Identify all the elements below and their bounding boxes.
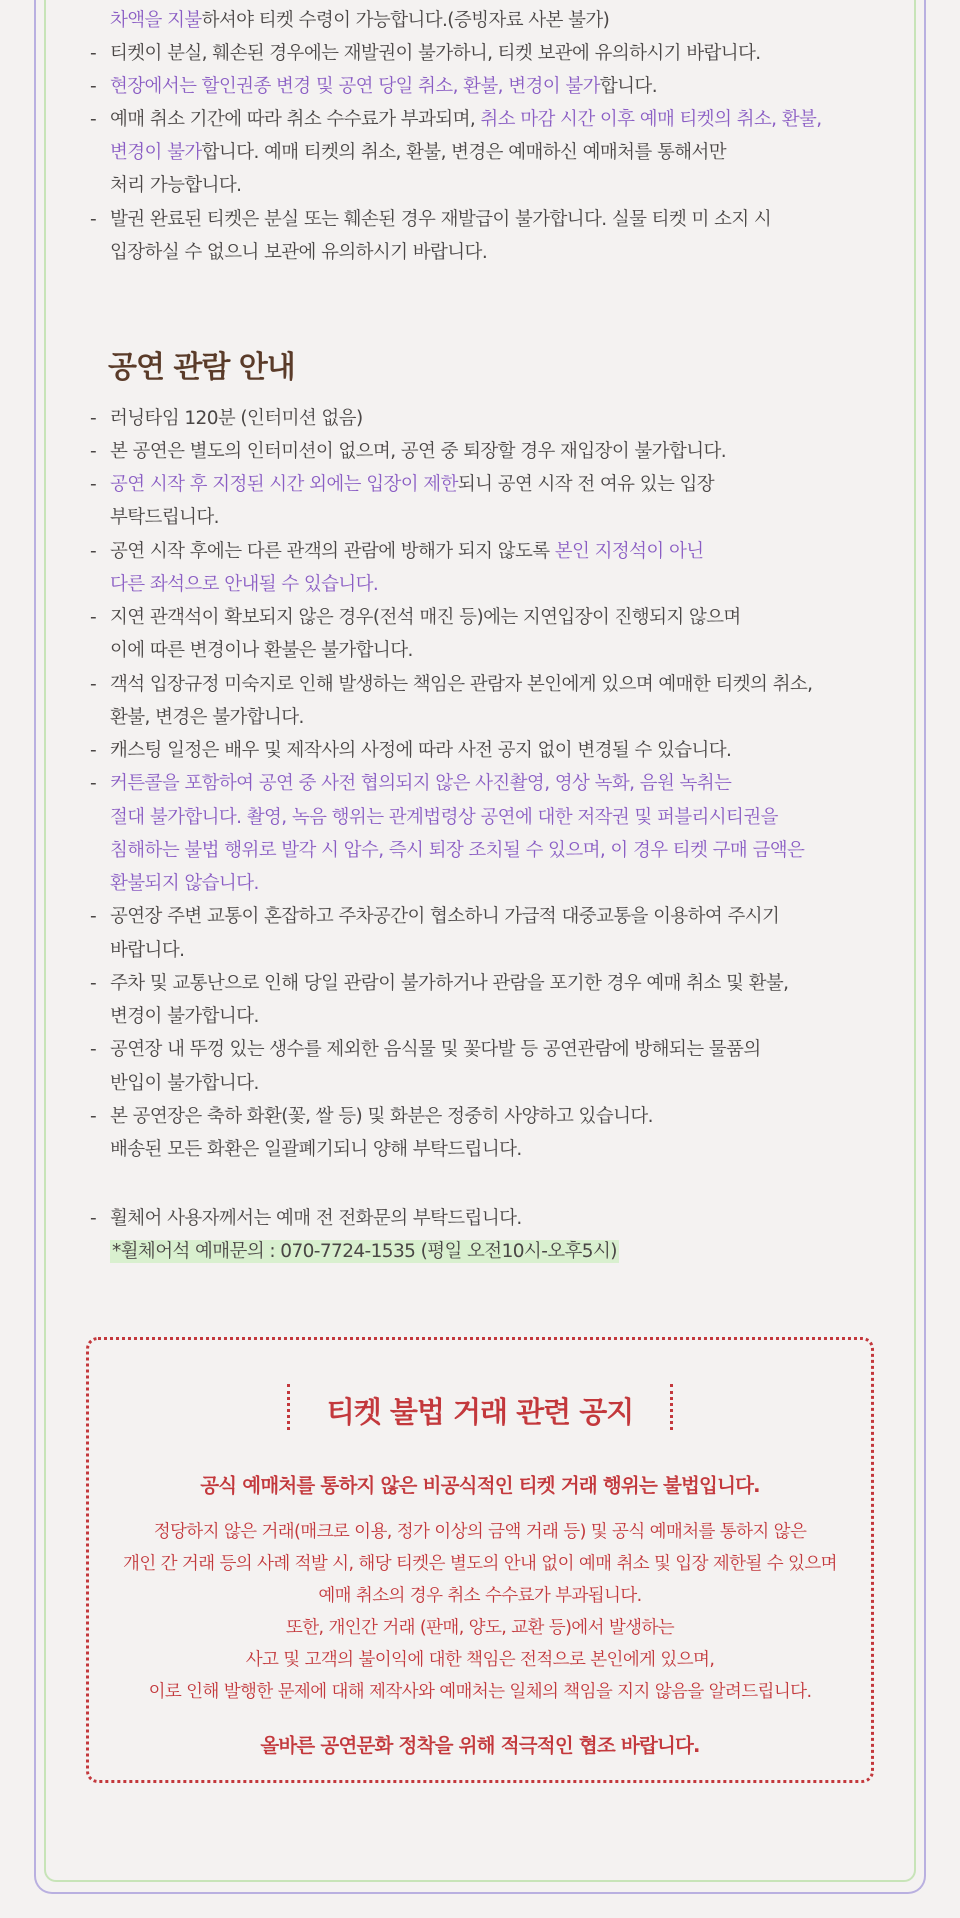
notice-subtitle: 공식 예매처를 통하지 않은 비공식적인 티켓 거래 행위는 불법입니다. <box>200 1474 760 1497</box>
highlighted-text: 취소 마감 시간 이후 예매 티켓의 취소, 환불, <box>480 109 822 130</box>
list-item <box>110 501 850 534</box>
list-item <box>110 601 850 634</box>
list-item <box>110 70 850 103</box>
highlighted-text: 변경이 불가 <box>110 142 202 163</box>
list-item <box>110 934 850 967</box>
text-segment: 입장하실 수 없으니 보관에 유의하시기 바랍니다. <box>110 242 488 263</box>
text-segment: 본 공연장은 축하 화환(꽃, 쌀 등) 및 화분은 정중히 사양하고 있습니다. <box>110 1106 653 1127</box>
text-segment: 이에 따른 변경이나 환불은 불가합니다. <box>110 640 413 661</box>
highlighted-text: 차액을 지불 <box>110 10 202 31</box>
text-segment: 하셔야 티켓 수령이 가능합니다.(증빙자료 사본 불가) <box>201 10 610 31</box>
list-item <box>110 1033 850 1066</box>
list-item <box>110 435 850 468</box>
notice-line: 정당하지 않은 거래(매크로 이용, 정가 이상의 금액 거래 등) 및 공식 예매처를 통하지 않은 <box>153 1522 807 1542</box>
list-item <box>110 203 850 236</box>
notice-line: 개인 간 거래 등의 사례 적발 시, 해당 티켓은 별도의 안내 없이 예매 취소 및 입장 제한될 수 있으며 <box>123 1554 837 1574</box>
notice-closing: 올바른 공연문화 정착을 위해 적극적인 협조 바랍니다. <box>260 1734 700 1757</box>
highlighted-text: 절대 불가합니다. 촬영, 녹음 행위는 관계법령상 공연에 대한 저작권 및 퍼블리시티권을 <box>110 807 778 828</box>
list-item <box>110 801 850 834</box>
text-segment: 지연 관객석이 확보되지 않은 경우(전석 매진 등)에는 지연입장이 진행되지 않으며 <box>110 607 741 628</box>
text-segment: 주차 및 교통난으로 인해 당일 관람이 불가하거나 관람을 포기한 경우 예매 취소 및 환불, <box>110 973 789 994</box>
list-item <box>110 468 850 501</box>
highlighted-text: 현장에서는 할인권종 변경 및 공연 당일 취소, 환불, 변경이 불가 <box>110 76 600 97</box>
section-title-viewing-guide: 공연 관람 안내 <box>108 350 295 385</box>
text-segment: 예매 취소 기간에 따라 취소 수수료가 부과되며, <box>110 109 481 130</box>
text-segment: 러닝타임 120분 (인터미션 없음) <box>110 408 363 429</box>
dotted-divider-right <box>670 1384 673 1430</box>
list-item <box>110 1067 850 1100</box>
text-segment: 휠체어 사용자께서는 예매 전 전화문의 부탁드립니다. <box>110 1208 522 1229</box>
text-segment: 공연 시작 후에는 다른 관객의 관람에 방해가 되지 않도록 <box>110 541 555 562</box>
notice-title <box>287 1390 674 1431</box>
list-item <box>110 136 850 169</box>
text-segment: 공연장 주변 교통이 혼잡하고 주차공간이 협소하니 가급적 대중교통을 이용하여 주시기 <box>110 906 780 927</box>
text-segment: 배송된 모든 화환은 일괄폐기되니 양해 부탁드립니다. <box>110 1139 522 1160</box>
list-item <box>110 1000 850 1033</box>
text-segment: 티켓이 분실, 훼손된 경우에는 재발권이 불가하니, 티켓 보관에 유의하시기 바랍니다. <box>110 43 761 64</box>
list-item <box>110 1133 850 1166</box>
wheelchair-contact <box>110 1235 850 1268</box>
list-item <box>110 634 850 667</box>
list-item <box>110 967 850 1000</box>
text-segment: 반입이 불가합니다. <box>110 1073 259 1094</box>
list-item <box>110 236 850 269</box>
notice-title-text: 티켓 불법 거래 관련 공지 <box>326 1395 634 1429</box>
text-segment: 객석 입장규정 미숙지로 인해 발생하는 책임은 관람자 본인에게 있으며 예매한 티켓의 취소, <box>110 674 813 695</box>
list-item <box>110 4 850 37</box>
text-segment: 발권 완료된 티켓은 분실 또는 훼손된 경우 재발급이 불가합니다. 실물 티켓 미 소지 시 <box>110 209 772 230</box>
list-item <box>110 900 850 933</box>
wheelchair-contact-text: *휠체어석 예매문의 : 070-7724-1535 (평일 오전10시-오후5시) <box>112 1241 617 1262</box>
text-segment: 환불, 변경은 불가합니다. <box>110 707 304 728</box>
list-item <box>110 535 850 568</box>
text-segment: 합니다. <box>599 76 657 97</box>
list-item <box>110 169 850 202</box>
list-item <box>110 668 850 701</box>
list-item <box>110 734 850 767</box>
notice-line: 또한, 개인간 거래 (판매, 양도, 교환 등)에서 발생하는 <box>285 1618 675 1638</box>
text-segment: 처리 가능합니다. <box>110 175 242 196</box>
list-item <box>110 1100 850 1133</box>
highlighted-text: 커튼콜을 포함하여 공연 중 사전 협의되지 않은 사진촬영, 영상 녹화, 음원 녹취는 <box>110 773 732 794</box>
text-segment: 바랍니다. <box>110 940 185 961</box>
text-segment: 본 공연은 별도의 인터미션이 없으며, 공연 중 퇴장할 경우 재입장이 불가합니다. <box>110 441 727 462</box>
list-item <box>110 402 850 435</box>
list-item <box>110 867 850 900</box>
text-segment: 공연장 내 뚜껑 있는 생수를 제외한 음식물 및 꽃다발 등 공연관람에 방해되는 물품의 <box>110 1039 761 1060</box>
text-segment: 되니 공연 시작 전 여유 있는 입장 <box>457 474 715 495</box>
notice-line: 사고 및 고객의 불이익에 대한 책임은 전적으로 본인에게 있으며, <box>245 1650 715 1670</box>
notice-line: 이로 인해 발행한 문제에 대해 제작사와 예매처는 일체의 책임을 지지 않음을 알려드립니다. <box>148 1682 812 1702</box>
illegal-trade-notice-box <box>86 1337 874 1783</box>
dotted-divider-left <box>287 1384 290 1430</box>
text-segment: 캐스팅 일정은 배우 및 제작사의 사정에 따라 사전 공지 없이 변경될 수 있습니다. <box>110 740 732 761</box>
list-item <box>110 103 850 136</box>
notice-line: 예매 취소의 경우 취소 수수료가 부과됩니다. <box>318 1586 642 1606</box>
highlighted-text: 다른 좌석으로 안내될 수 있습니다. <box>110 574 379 595</box>
highlighted-text: 침해하는 불법 행위로 발각 시 압수, 즉시 퇴장 조치될 수 있으며, 이 경우 티켓 구매 금액은 <box>110 840 805 861</box>
text-segment: 합니다. 예매 티켓의 취소, 환불, 변경은 예매하신 예매처를 통해서만 <box>201 142 727 163</box>
list-item <box>110 701 850 734</box>
highlighted-text: 본인 지정석이 아닌 <box>554 541 704 562</box>
notice-title-row <box>89 1390 871 1431</box>
list-item <box>110 1202 850 1235</box>
list-item <box>110 834 850 867</box>
text-segment: 부탁드립니다. <box>110 507 219 528</box>
highlighted-text: 공연 시작 후 지정된 시간 외에는 입장이 제한 <box>110 474 458 495</box>
text-segment: 변경이 불가합니다. <box>110 1006 259 1027</box>
list-item <box>110 568 850 601</box>
list-item <box>110 37 850 70</box>
notice-body <box>89 1516 871 1708</box>
list-item <box>110 767 850 800</box>
highlighted-text: 환불되지 않습니다. <box>110 873 259 894</box>
